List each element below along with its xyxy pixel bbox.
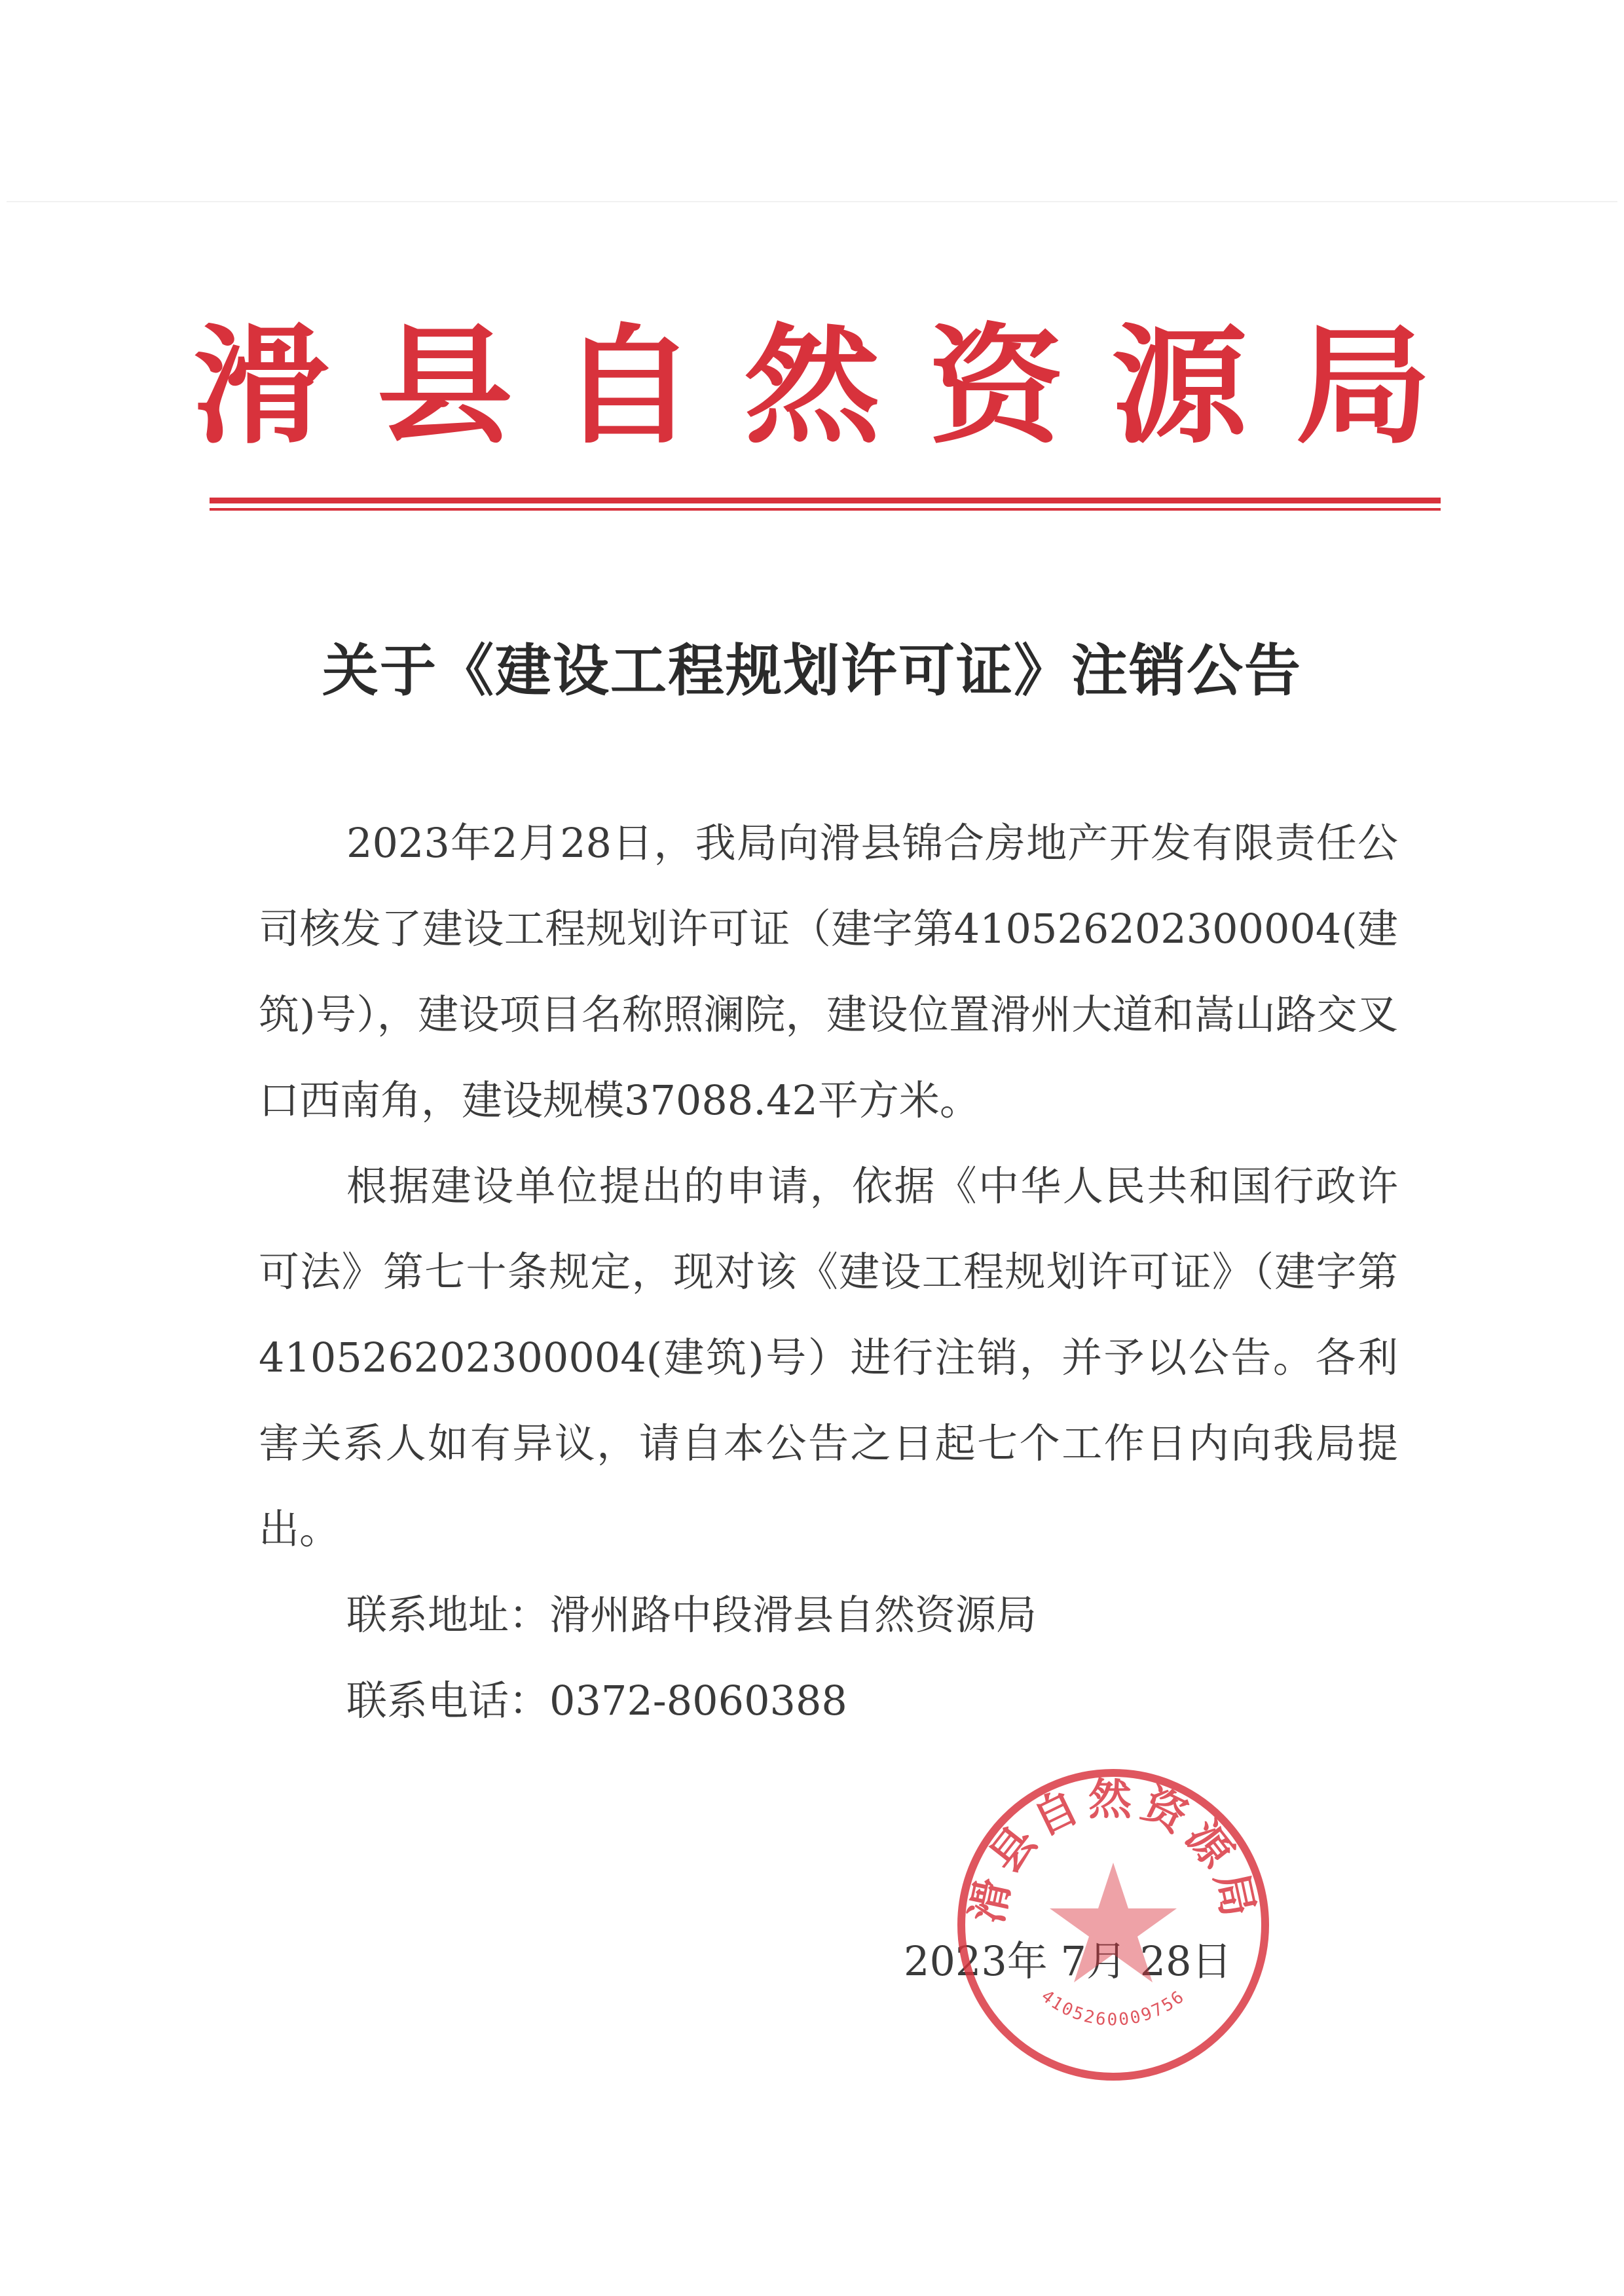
- body-paragraph-2: 根据建设单位提出的申请，依据《中华人民共和国行政许可法》第七十条规定，现对该《建设工程规划许可证》（建字第 410526202300004(建筑)号）进行注销，并予以公告。各利害关系人如有异议，请自本公告之日起七个工作日内向我局提出。: [259, 1162, 1398, 1553]
- contact-phone: 联系电话：0372-8060388: [346, 1677, 847, 1724]
- notice-title: 关于《建设工程规划许可证》注销公告: [322, 638, 1302, 704]
- org-header-char: 局: [1295, 311, 1431, 462]
- org-header-char: 资: [927, 311, 1064, 462]
- contact-address: 联系地址：滑州路中段滑县自然资源局: [346, 1591, 1037, 1639]
- org-header-char: 源: [1111, 311, 1248, 462]
- org-header-char: 县: [376, 311, 513, 462]
- seal-code-text: 4105260009756: [1037, 1986, 1189, 2030]
- notice-date: 2023年 7月 28日: [904, 1937, 1232, 1985]
- org-header: [193, 308, 1431, 465]
- seal-star-icon: [1050, 1863, 1177, 1982]
- org-header-char: 然: [744, 311, 880, 462]
- header-rule-thick: [210, 498, 1441, 503]
- scan-edge-line: [7, 201, 1617, 202]
- svg-text:4105260009756: [1037, 1986, 1189, 2030]
- org-header-char: 自: [560, 311, 697, 462]
- seal-arc-text: 滑县自然资源局: [961, 1773, 1266, 1927]
- org-header-char: 滑: [193, 311, 329, 462]
- header-rule-thin: [210, 508, 1441, 511]
- official-seal: [950, 1761, 1277, 2088]
- notice-body: [259, 800, 1398, 1743]
- body-paragraph-1: 2023年2月28日，我局向滑县锦合房地产开发有限责任公司核发了建设工程规划许可证（建字第410526202300004(建筑)号），建设项目名称照澜院，建设位置滑州大道和嵩山路交叉口西南角，建设规模37088.42平方米。: [259, 819, 1398, 1124]
